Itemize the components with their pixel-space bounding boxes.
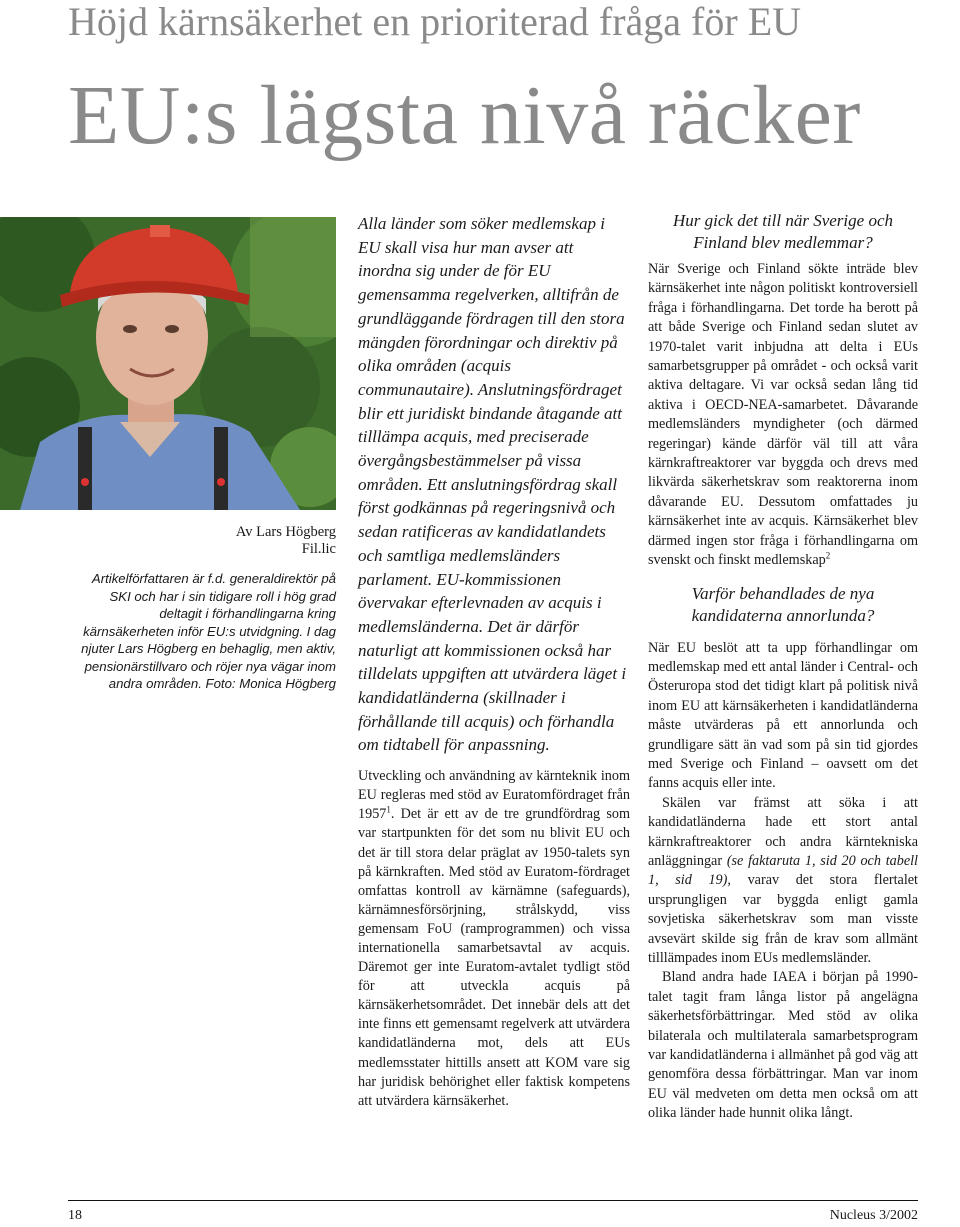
article-kicker: Höjd kärnsäkerhet en prioriterad fråga för EU (68, 0, 802, 44)
right-p3-text-1: Skälen var främst att söka i att kandidatländerna hade ett stort antal kärnkraftreaktorer och andra kärntekniska anläggningar (648, 794, 918, 869)
page-number: 18 (68, 1208, 82, 1223)
byline-title: Fil.lic (301, 541, 336, 557)
footer-rule (68, 1200, 918, 1201)
footnote-ref-2: 2 (825, 550, 831, 561)
right-column (648, 210, 918, 1124)
publication-name: Nucleus 3/2002 (829, 1208, 918, 1223)
byline (68, 524, 336, 558)
photo-caption: Artikelförfattaren är f.d. generaldirektör på SKI och har i sin tidigare roll i hög grad deltagit i förhandlingarna kring kärnsäkerheten inför EU:s utvidgning. I dag njuter Lars Högberg en behaglig, men aktiv, pensionärstillvaro och röjer nya vägar inom andra områden. Foto: Monica Högberg (81, 571, 336, 691)
right-p3-text-2: , varav det stora flertalet ursprungligen var byggda enligt gamla sovjetiska säkerhetskrav som man visste avsevärt skilde sig från de krav som allmänt tilllämpades inom EUs medlemsländer. (648, 872, 919, 966)
body-text-1: Utveckling och användning av kärnteknik inom EU regleras med stöd av Euratomfördraget från 1957 (358, 768, 630, 823)
right-paragraph-2: När EU beslöt att ta upp förhandlingar om medlemskap med ett antal länder i Central- och Österuropa stod det tidigt klart på politisk nivå inom EU att kärnsäkerheten i kandidatländerna måste utvärderas på ett annorlunda och grundligare sätt än vad som på sin tid gjordes med Sverige och Finland – oavsett om det fanns acquis eller inte. (648, 639, 918, 792)
author-photo (0, 217, 336, 510)
right-paragraph-3 (648, 794, 918, 969)
body-text-2: . Det är ett av de tre grundfördrag som var startpunkten för det som nu blivit EU och det är till stora delar präglat av 1950-talets syn på kärnkraften. Med stöd av Euratom-fördraget omfattas kontroll av kärnämne (safeguards), kärnämnesförsörjning, strålskydd, viss gemensam FoU (ramprogrammen) och vissa internationella samarbetsavtal av acquis. Däremot ger inte Euratom-avtalet tydligt stöd för att utveckla acquis på kärnsäkerhetsområdet. Det innebär dels att det inte finns ett gemensamt regelverk att utvärdera kandidatländerna mot, dels att EUs medlemsstater hittills ansett att KOM vare sig har juridisk behörighet eller faktisk kompetens att utvärdera kärnsäkerhet. (358, 806, 630, 1109)
right-p1-text: När Sverige och Finland sökte inträde blev kärnsäkerhet inte någon politiskt kontroversiell fråga i förhandlingarna. Det torde ha berott på att både Sverige och Finland sedan slutet av 1970-talet varit inbjudna att delta i EUs samarbetsgrupper på området - och också varit aktiva deltagare. Vi var också sedan lång tid aktiva i OECD-NEA-samarbetet. Dåvarande medlemsländers myndigheter (och därmed regeringar) kände därför väl till att våra kärnkraftreaktorer var byggda och drevs med likvärda säkerhetskrav som reaktorerna inom dåvarande EU. Dessutom omfattades ju kärnsäkerhet inte av acquis. Kärnsäkerhet blev därmed ingen stor fråga i förhandlingarna om svenskt och finskt medlemskap (648, 261, 918, 569)
byline-author: Av Lars Högberg (235, 524, 336, 540)
subhead-1: Hur gick det till när Sverige och Finland blev medlemmar? (672, 211, 893, 252)
right-paragraph-1 (648, 260, 918, 571)
subhead-2: Varför behandlades de nya kandidaterna annorlunda? (691, 583, 875, 625)
lead-paragraph: Alla länder som söker medlemskap i EU skall visa hur man avser att inordna sig under de för EU gemensamma regelverken, alltifrån de grundläggande fördragen till den stora mängden förordningar och direktiv på olika områden (acquis communautaire). Anslutningsfördraget blir ett juridiskt bindande åtagande att tilllämpa acquis, med preciserade övergångsbestämmelser på vissa områden. Ett anslutningsfördrag skall först godkännas på regeringsnivå och sedan ratificeras av kandidatlandets och samtliga medlemsländers parlament. EU-kommissionen övervakar efterlevnaden av acquis i medlemsländerna. Det är därför naturligt att kommissionen också har tilldelats uppgiften att utvärdera läget i kandidatländerna (skillnader i förhållande till acquis) och förhandla om tidtabell för anpassning. (358, 214, 627, 755)
footnote-ref-1: 1 (386, 804, 391, 815)
article-headline: EU:s lägsta nivå räcker (68, 69, 861, 162)
right-p3-reference: (se faktaruta 1, sid 20 och tabell 1, sid 19) (648, 852, 918, 889)
middle-column (358, 212, 630, 1111)
right-paragraph-4: Bland andra hade IAEA i början på 1990-talet tagit fram långa listor på angelägna säkerhetsförbättringar. Med stöd av olika bilaterala och multilaterala samarbetsprogram var kandidatländerna i allmänhet på god väg att genomföra dessa förbättringar. Man var inom EU väl medveten om detta men också om att olika länder hade hunnit olika långt. (648, 969, 918, 1122)
body-paragraph (358, 767, 630, 1111)
